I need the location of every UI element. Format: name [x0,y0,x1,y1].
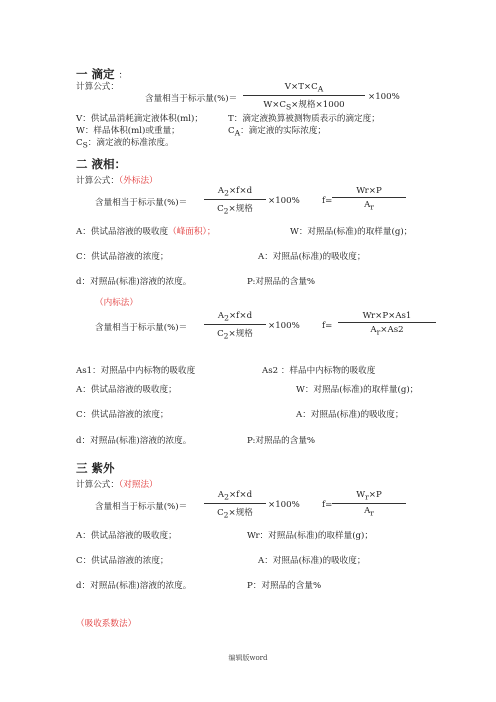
s2-f-ext-fraction: $\frac{Wr\times P}{A_r}$ [332,186,406,212]
s3-def-a2: A：供试品溶液的吸收度； [76,531,177,541]
section2-heading: 二 液相： [76,157,127,171]
s2-int-def-a2: A：供试品溶液的吸收度； [76,385,177,395]
s2-ext-def-a2: A：供试品溶液的吸收度（峰面积）； [76,227,216,237]
s2-int-fraction: $A_2\times f\times d$ $C_2\times$规格 [204,311,266,340]
s2-ext-fraction: $A_2\times f\times d$ $C_2\times$规格 [204,186,266,215]
s3-lhs: 含量相当于标示量(%)＝ [95,502,188,512]
s1-def-ca: $C_A$：滴定液的实际浓度； [228,126,327,138]
s1-def-w: W：样品体积(ml)或重量； [76,126,180,136]
section1-heading: 一 滴定 ： [76,67,128,81]
s2-int-def-d: d：对照品(标准)溶液的浓度。 [76,436,192,446]
section3-heading: 三 紫外 [76,461,115,475]
s1-fraction: $V\times T\times C_A$ $W\times C_S\times$规格×1000 [243,82,365,111]
s3-def-p: P：对照品的含量% [247,581,322,591]
s2-int-def-as1: As1：对照品中内标物的吸收度 [76,366,196,376]
s2-ext-def-p: P:对照品的含量% [247,277,316,287]
s2-int-def-as2: As2 ：样品中内标物的吸收度 [262,366,376,376]
s2-tail: ×100% [268,196,300,206]
s2-int-def-wr: W：对照品(标准)的取样量(g)； [296,385,419,395]
s1-def-t: T：滴定液换算被测物质表示的滴定度； [228,114,380,124]
s2-int-def-p: P:对照品的含量% [247,436,316,446]
s1-tail: ×100% [368,92,400,102]
s3-formula-label: 计算公式：（对照法） [76,480,158,490]
s2-int-def-ar: A：对照品(标准)的吸收度； [296,410,404,420]
s2-f-int-fraction: $\frac{Wr\times P\times As1}{A_r\times As2}$ [338,311,436,337]
s3-def-c2: C：供试品溶液的浓度； [76,556,169,566]
s2-formula-label: 计算公式：（外标法） [76,176,158,186]
s1-formula-label: 计算公式： [76,82,119,92]
s3-tail: ×100% [268,500,300,510]
s2-int-lhs: 含量相当于标示量(%)＝ [95,323,188,333]
s3-abs-label: （吸收系数法） [76,619,137,629]
s1-def-cs: $C_S$：滴定液的标准浓度。 [76,138,174,150]
s3-f-lhs: f= [322,500,333,510]
s2-int-label: （内标法） [95,298,138,308]
s2-ext-def-d: d：对照品(标准)溶液的浓度。 [76,277,192,287]
s2-ext-def-c2: C：供试品溶液的浓度； [76,252,169,262]
s3-def-d: d：对照品(标准)溶液的浓度。 [76,581,192,591]
s2-int-def-c2: C：供试品溶液的浓度； [76,410,169,420]
s2-ext-def-ar: A：对照品(标准)的吸收度； [258,252,366,262]
s3-fraction: $A_2\times f\times d$ $C_2\times$规格 [204,490,266,519]
s2-int-tail: ×100% [268,321,300,331]
s1-lhs: 含量相当于标示量(%)＝ [145,94,238,104]
s2-ext-def-wr: W：对照品(标准)的取样量(g)； [290,227,413,237]
s2-f-lhs: f= [322,196,333,206]
s3-f-fraction: $\frac{W_r\times P}{A_r}$ [332,490,406,517]
footer-watermark: 编辑版word [228,654,268,662]
s2-lhs: 含量相当于标示量(%)＝ [95,198,188,208]
s3-def-wr: Wr：对照品(标准)的取样量(g)； [247,531,373,541]
s3-def-ar: A：对照品(标准)的吸收度； [258,556,366,566]
s2-int-f-lhs: f= [322,321,333,331]
s1-def-v: V：供试品消耗滴定液体积(ml)； [76,114,203,124]
